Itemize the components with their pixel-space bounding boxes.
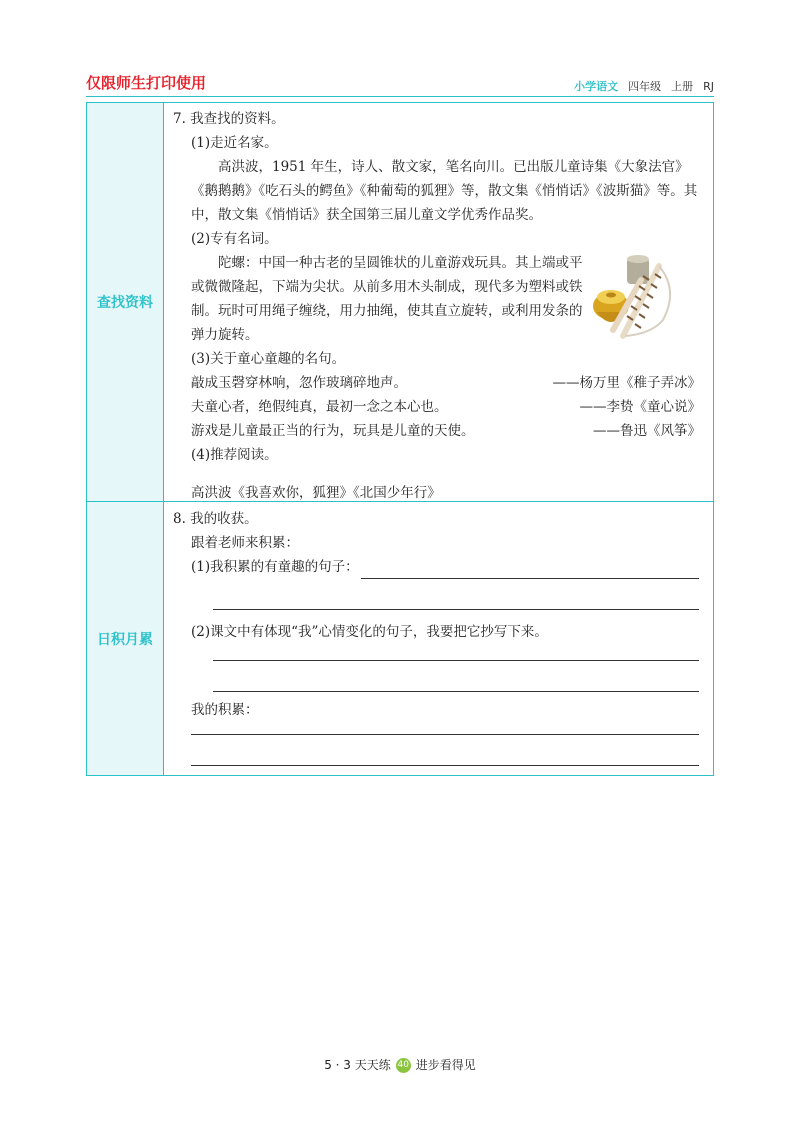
quote-source: ——杨万里《稚子弄冰》	[552, 375, 701, 391]
side-label-research: 查找资料	[87, 103, 164, 501]
answer-line[interactable]	[213, 661, 699, 692]
quote-row	[191, 419, 705, 443]
sub1-title: (1)走近名家。	[191, 135, 278, 151]
header-edition: RJ	[703, 80, 714, 93]
q2-prompt: (2)课文中有体现“我”心情变化的句子，我要把它抄写下来。	[191, 624, 548, 640]
answer-line[interactable]	[191, 735, 699, 766]
answer-row-1	[191, 555, 705, 579]
header-rule	[86, 96, 714, 97]
quote-row	[191, 371, 705, 395]
footer-slogan: 进步看得见	[415, 1058, 476, 1072]
page-footer	[0, 1056, 800, 1073]
answer-line[interactable]	[213, 579, 699, 610]
header-grade: 四年级	[628, 80, 662, 93]
header-volume: 上册	[671, 80, 694, 93]
watermark: 仅限师生打印使用	[86, 74, 207, 92]
answer-line[interactable]	[361, 559, 699, 579]
page-header	[574, 78, 714, 94]
spinning-top-photo	[589, 250, 701, 342]
quote-row	[191, 395, 705, 419]
sub4-title: (4)推荐阅读。	[191, 447, 278, 463]
side-label-accumulation: 日积月累	[87, 501, 164, 775]
mine-label: 我的积累：	[191, 702, 259, 718]
sub2-title: (2)专有名词。	[191, 231, 278, 247]
sub3-title: (3)关于童心童趣的名句。	[191, 351, 346, 367]
footer-brand: 5 · 3 天天练	[324, 1058, 391, 1072]
quote-source: ——李贽《童心说》	[579, 399, 701, 415]
exercise-table	[86, 102, 714, 776]
quote-text: 夫童心者，绝假纯真，最初一念之本心也。	[191, 399, 448, 415]
header-subject: 小学语文	[574, 80, 619, 93]
quote-text: 游戏是儿童最正当的行为，玩具是儿童的天使。	[191, 423, 475, 439]
instruction: 跟着老师来积累：	[191, 535, 299, 551]
quote-text: 敲成玉磬穿林响，忽作玻璃碎地声。	[191, 375, 407, 391]
q1-prompt: (1)我积累的有童趣的句子：	[191, 559, 359, 575]
accumulation-section	[173, 507, 705, 766]
quote-source: ——鲁迅《风筝》	[593, 423, 701, 439]
question-8-title: 8. 我的收获。	[173, 511, 258, 527]
answer-line[interactable]	[191, 722, 699, 735]
question-7-title: 7. 我查找的资料。	[173, 111, 285, 127]
research-section	[173, 107, 705, 518]
page-number: 40	[396, 1058, 411, 1073]
recommended-reading: 高洪波《我喜欢你，狐狸》《北国少年行》	[191, 484, 441, 501]
answer-line[interactable]	[213, 644, 699, 661]
term-definition: 陀螺：中国一种古老的呈圆锥状的儿童游戏玩具。其上端或平或微微隆起，下端为尖状。从前多用木头制成，现代多为塑料或铁制。玩时可用绳子缠绕，用力抽绳，使其直立旋转，或利用发条的弹力旋转。	[191, 255, 583, 343]
author-bio: 高洪波，1951 年生，诗人、散文家，笔名向川。已出版儿童诗集《大象法官》《鹅鹅鹅》《吃石头的鳄鱼》《种葡萄的狐狸》等，散文集《悄悄话》《波斯猫》等。其中，散文集《悄悄话》获全国第三届儿童文学优秀作品奖。	[191, 159, 698, 223]
